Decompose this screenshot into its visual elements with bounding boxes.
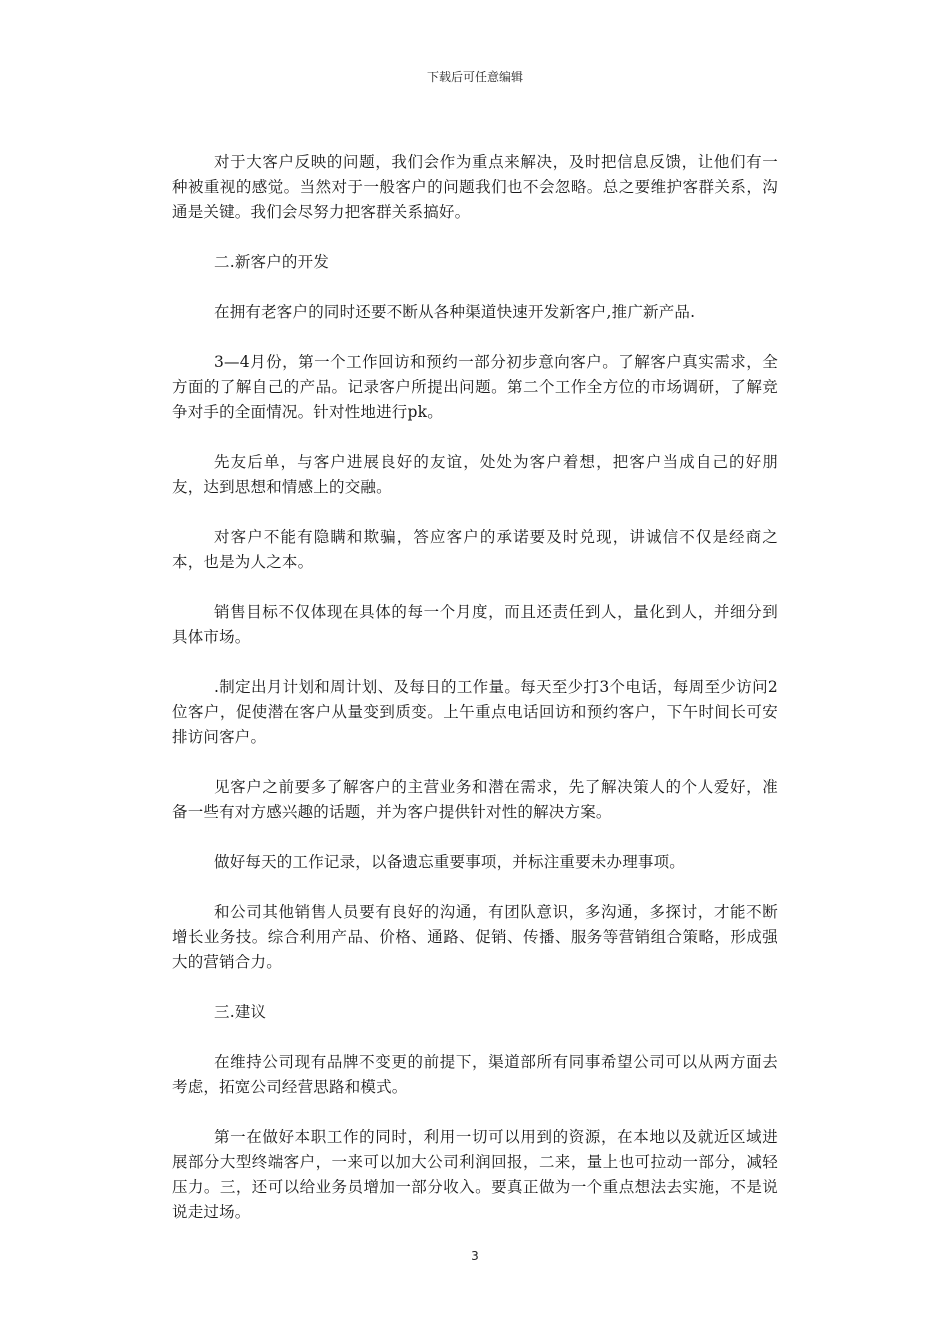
paragraph: 3—4月份，第一个工作回访和预约一部分初步意向客户。了解客户真实需求，全方面的了解自己的产品。记录客户所提出问题。第二个工作全方位的市场调研，了解竞争对手的全面情况。针对性地进行pk。 (172, 353, 778, 421)
paragraph: 做好每天的工作记录，以备遗忘重要事项，并标注重要未办理事项。 (214, 853, 686, 871)
page-header: 下载后可任意编辑 (426, 70, 523, 84)
paragraph: 销售目标不仅体现在具体的每一个月度，而且还责任到人，量化到人，并细分到具体市场。 (172, 603, 778, 646)
paragraph: 第一在做好本职工作的同时，利用一切可以用到的资源，在本地以及就近区域进展部分大型终端客户，一来可以加大公司利润回报，二来，量上也可拉动一部分，减轻压力。三，还可以给业务员增加一部分收入。要真正做为一个重点想法去实施，不是说说走过场。 (172, 1128, 778, 1221)
paragraph: 和公司其他销售人员要有良好的沟通，有团队意识，多沟通，多探讨，才能不断增长业务技。综合利用产品、价格、通路、促销、传播、服务等营销组合策略，形成强大的营销合力。 (172, 903, 778, 971)
document-body (172, 150, 778, 1250)
page-number: 3 (471, 1249, 479, 1263)
section-heading: 二.新客户的开发 (214, 253, 330, 271)
paragraph: 见客户之前要多了解客户的主营业务和潜在需求，先了解决策人的个人爱好，准备一些有对方感兴趣的话题，并为客户提供针对性的解决方案。 (172, 778, 778, 821)
paragraph: 在维持公司现有品牌不变更的前提下，渠道部所有同事希望公司可以从两方面去考虑，拓宽公司经营思路和模式。 (172, 1053, 778, 1096)
paragraph: 先友后单，与客户进展良好的友谊，处处为客户着想，把客户当成自己的好朋友，达到思想和情感上的交融。 (172, 453, 778, 496)
section-heading: 三.建议 (214, 1003, 267, 1021)
paragraph: .制定出月计划和周计划、及每日的工作量。每天至少打3个电话，每周至少访问2位客户，促使潜在客户从量变到质变。上午重点电话回访和预约客户，下午时间长可安排访问客户。 (172, 678, 778, 746)
paragraph: 对于大客户反映的问题，我们会作为重点来解决，及时把信息反馈，让他们有一种被重视的感觉。当然对于一般客户的问题我们也不会忽略。总之要维护客群关系，沟通是关键。我们会尽努力把客群关系搞好。 (172, 153, 778, 221)
paragraph: 在拥有老客户的同时还要不断从各种渠道快速开发新客户,推广新产品. (214, 303, 696, 321)
paragraph: 对客户不能有隐瞒和欺骗，答应客户的承诺要及时兑现，讲诚信不仅是经商之本，也是为人之本。 (172, 528, 778, 571)
